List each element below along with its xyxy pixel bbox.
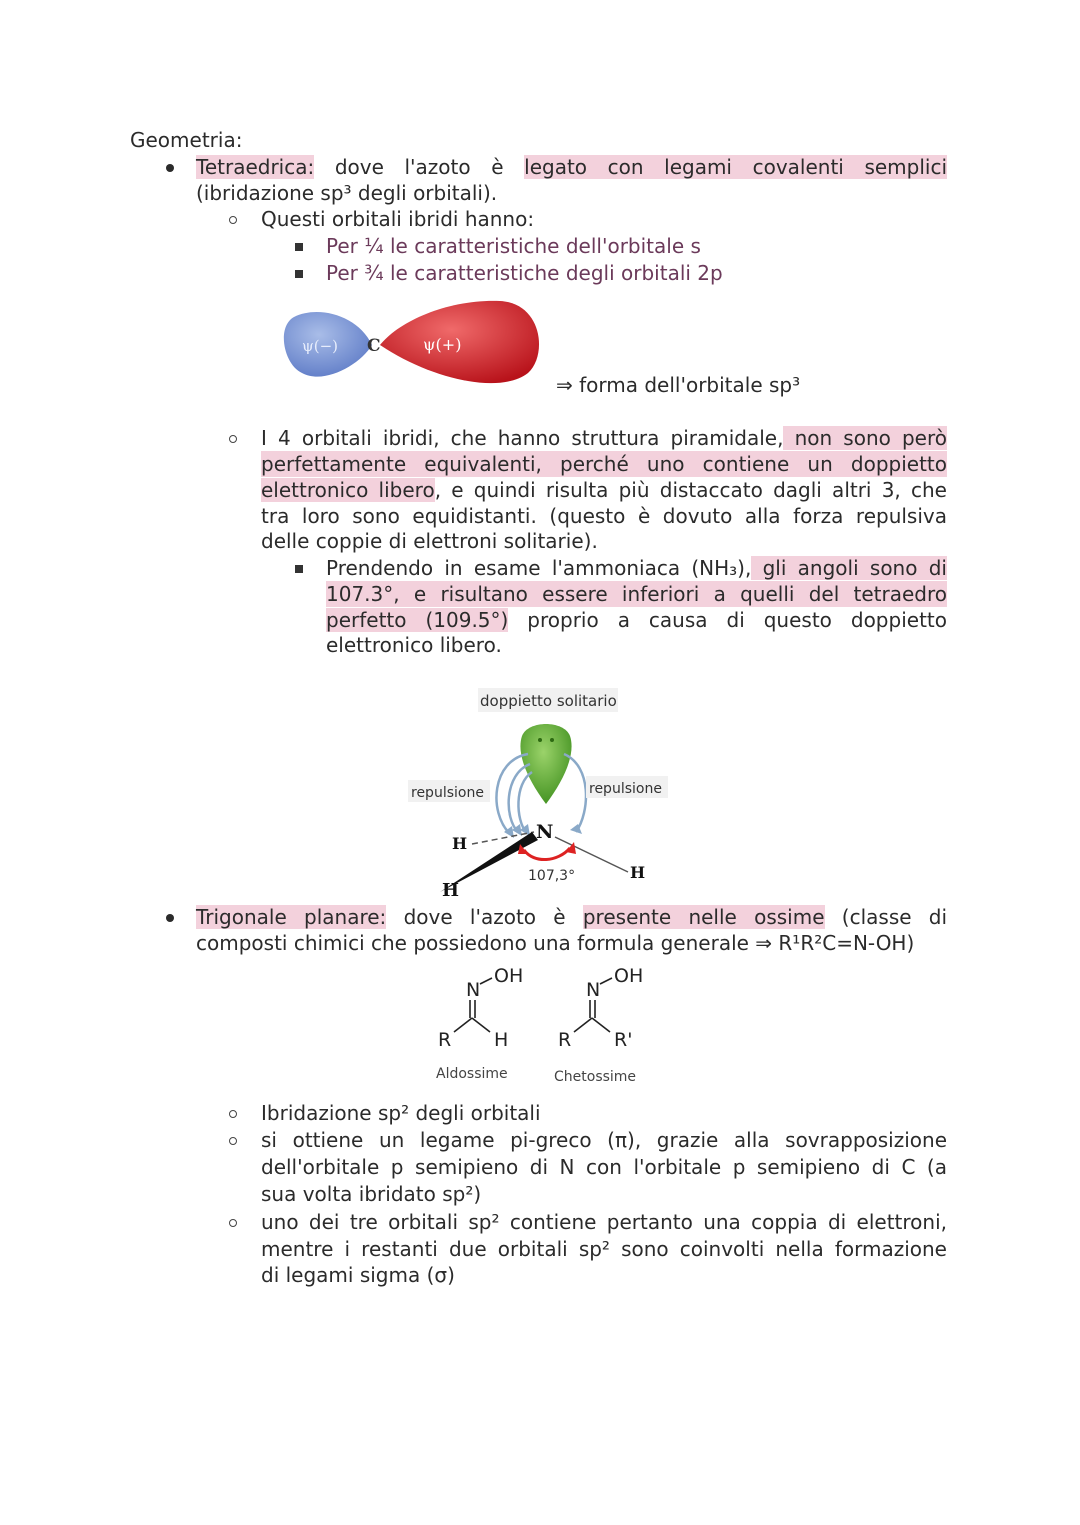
svg-text:H: H bbox=[494, 1029, 509, 1051]
trig-line-1: Trigonale planare: dove l'azoto è presente nelle ossime (classe di bbox=[196, 905, 948, 929]
para-line-1: I 4 orbitali ibridi, che hanno struttura piramidale, non sono però bbox=[261, 426, 948, 450]
tetra-subheading: Questi orbitali ibridi hanno: bbox=[261, 207, 535, 231]
bullet-tetraedrica bbox=[166, 164, 174, 172]
square-bullet bbox=[295, 270, 303, 278]
bullet-trigonale bbox=[166, 914, 174, 922]
svg-text:N: N bbox=[466, 979, 481, 1001]
tetra-item-1: Per ¼ le caratteristiche dell'orbitale s bbox=[326, 234, 701, 258]
ammonia-line-2: 107.3°, e risultano essere inferiori a quelli del tetraedro bbox=[326, 582, 947, 606]
atom-n: N bbox=[536, 821, 554, 843]
repulsion-left: repulsione bbox=[411, 785, 484, 801]
ammonia-line-3: perfetto (109.5°) proprio a causa di questo doppietto bbox=[326, 608, 947, 632]
trig-item-2-l1: si ottiene un legame pi-greco (π), grazie alla sovrapposizione bbox=[261, 1128, 947, 1152]
circle-bullet bbox=[229, 1110, 237, 1118]
svg-text:R': R' bbox=[614, 1029, 633, 1051]
neg-label: ψ(−) bbox=[302, 337, 339, 355]
ammonia-line-4: elettronico libero. bbox=[326, 633, 502, 657]
svg-text:OH: OH bbox=[494, 965, 524, 987]
square-bullet bbox=[295, 565, 303, 573]
circle-bullet bbox=[229, 1137, 237, 1145]
trig-title: Trigonale planare: bbox=[196, 905, 387, 929]
para-line-2: perfettamente equivalenti, perché uno contiene un doppietto bbox=[261, 452, 947, 476]
svg-text:R: R bbox=[438, 1029, 452, 1051]
aldossime-label: Aldossime bbox=[436, 1066, 508, 1082]
circle-bullet bbox=[229, 435, 237, 443]
svg-text:OH: OH bbox=[614, 965, 644, 987]
tetra-line2: (ibridazione sp³ degli orbitali). bbox=[196, 181, 498, 205]
bond-angle: 107,3° bbox=[528, 868, 576, 884]
tetra-line1-highlight: legato con legami covalenti semplici bbox=[524, 155, 948, 179]
trig-item-3-l1: uno dei tre orbitali sp² contiene pertanto una coppia di elettroni, bbox=[261, 1210, 947, 1234]
repulsion-right: repulsione bbox=[589, 781, 662, 797]
trig-item-1: Ibridazione sp² degli orbitali bbox=[261, 1101, 541, 1125]
trig-item-3-l3: di legami sigma (σ) bbox=[261, 1263, 455, 1287]
sp3-orbital-figure bbox=[280, 295, 550, 390]
trig-item-2-l3: sua volta ibridato sp²) bbox=[261, 1182, 482, 1206]
tetra-item-2: Per ¾ le caratteristiche degli orbitali 2p bbox=[326, 261, 723, 285]
page-heading: Geometria: bbox=[130, 128, 243, 152]
tetra-title: Tetraedrica: bbox=[196, 155, 315, 179]
lone-pair-label: doppietto solitario bbox=[480, 692, 617, 710]
para-line-3: elettronico libero, e quindi risulta più distaccato dagli altri 3, che bbox=[261, 478, 947, 502]
trig-line-2: composti chimici che possiedono una formula generale ⇒ R¹R²C=N-OH) bbox=[196, 931, 915, 955]
center-label: C bbox=[367, 336, 381, 356]
ammonia-figure bbox=[400, 682, 680, 902]
trig-item-2-l2: dell'orbitale p semipieno di N con l'orbitale p semipieno di C (a bbox=[261, 1155, 947, 1179]
para-line-5: delle coppie di elettroni solitarie). bbox=[261, 529, 598, 553]
tetra-line1-pre: dove l'azoto è bbox=[334, 155, 504, 179]
tetra-line1 bbox=[196, 154, 947, 180]
oximes-figure bbox=[420, 958, 680, 1090]
atom-h-bottom: H bbox=[442, 880, 460, 901]
circle-bullet bbox=[229, 216, 237, 224]
para-line-4: tra loro sono equidistanti. (questo è dovuto alla forza repulsiva bbox=[261, 504, 947, 528]
pos-label: ψ(+) bbox=[423, 335, 462, 354]
square-bullet bbox=[295, 243, 303, 251]
svg-text:R: R bbox=[558, 1029, 572, 1051]
trig-highlight: presente nelle ossime bbox=[582, 905, 825, 929]
orbital-caption: ⇒ forma dell'orbitale sp³ bbox=[556, 373, 801, 397]
trig-item-3-l2: mentre i restanti due orbitali sp² sono coinvolti nella formazione bbox=[261, 1237, 947, 1261]
svg-text:N: N bbox=[586, 979, 601, 1001]
circle-bullet bbox=[229, 1219, 237, 1227]
ammonia-line-1: Prendendo in esame l'ammoniaca (NH₃), gli angoli sono di bbox=[326, 556, 947, 580]
atom-h-right: H bbox=[630, 863, 646, 882]
atom-h-left: H bbox=[452, 834, 468, 853]
chetossime-label: Chetossime bbox=[554, 1069, 637, 1085]
